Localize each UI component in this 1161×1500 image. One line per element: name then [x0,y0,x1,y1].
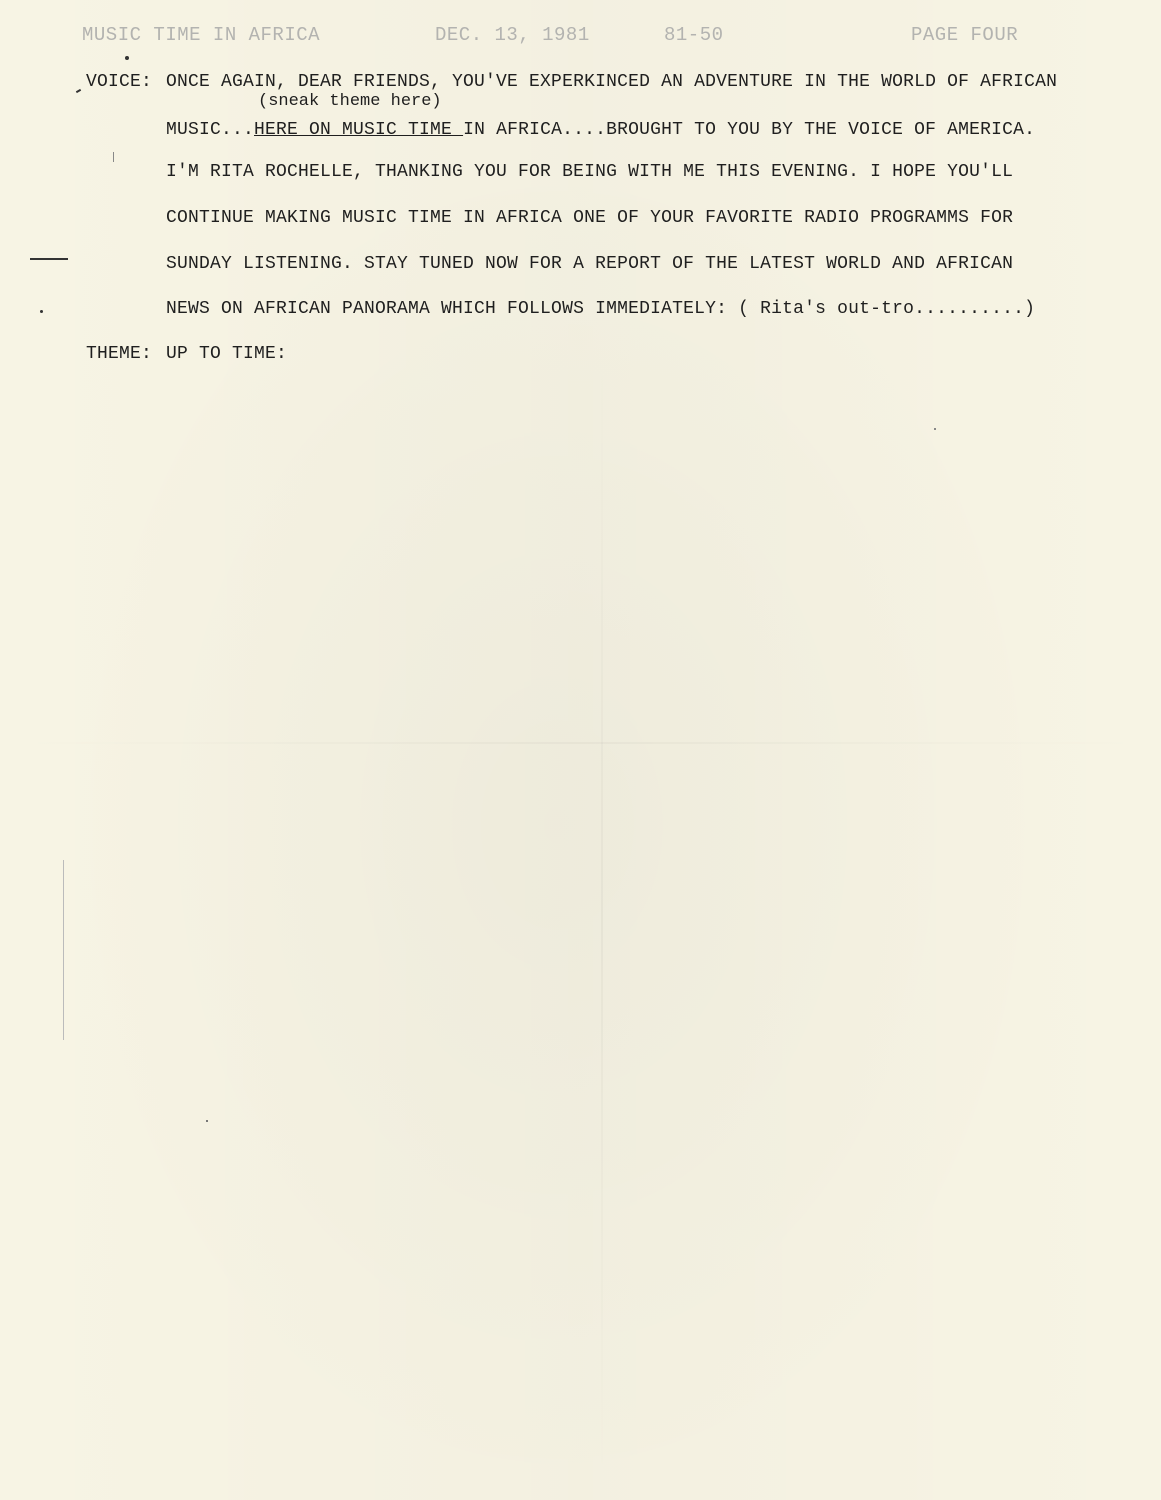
script-line-3: I'M RITA ROCHELLE, THANKING YOU FOR BEING WITH ME THIS EVENING. I HOPE YOU'LL [166,162,1014,182]
underlined-phrase: HERE ON MUSIC TIME [254,120,464,140]
header-page: PAGE FOUR [911,24,1019,46]
script-line-4: CONTINUE MAKING MUSIC TIME IN AFRICA ONE OF YOUR FAVORITE RADIO PROGRAMMS FOR [166,208,1014,228]
margin-dot-mark [40,310,43,313]
theme-text: UP TO TIME: [166,344,288,364]
sneak-theme-cue: (sneak theme here) [258,92,442,111]
script-line-2-start: MUSIC... [166,120,255,140]
margin-line-mark [113,152,114,162]
margin-dash-mark [30,258,68,260]
voice-label: VOICE: [86,72,153,92]
margin-tick-mark-top [125,56,129,60]
margin-tick-mark [76,89,81,93]
header-program: MUSIC TIME IN AFRICA [82,24,321,46]
speck [206,1120,208,1122]
script-line-2-end: IN AFRICA....BROUGHT TO YOU BY THE VOICE OF AMERICA. [463,120,1036,140]
header-code: 81-50 [664,24,724,46]
script-line-2 [166,120,1035,140]
header-date: DEC. 13, 1981 [435,24,590,46]
paper-fold-vertical [601,340,603,1500]
script-line-1: ONCE AGAIN, DEAR FRIENDS, YOU'VE EXPERKINCED AN ADVENTURE IN THE WORLD OF AFRICAN [166,72,1058,92]
theme-label: THEME: [86,344,153,364]
margin-faint-line [63,860,64,1040]
speck-right [934,428,936,430]
script-line-5: SUNDAY LISTENING. STAY TUNED NOW FOR A REPORT OF THE LATEST WORLD AND AFRICAN [166,254,1014,274]
paper-fold-horizontal [0,742,1161,744]
script-line-6: NEWS ON AFRICAN PANORAMA WHICH FOLLOWS IMMEDIATELY: ( Rita's out-tro..........) [166,299,1036,319]
